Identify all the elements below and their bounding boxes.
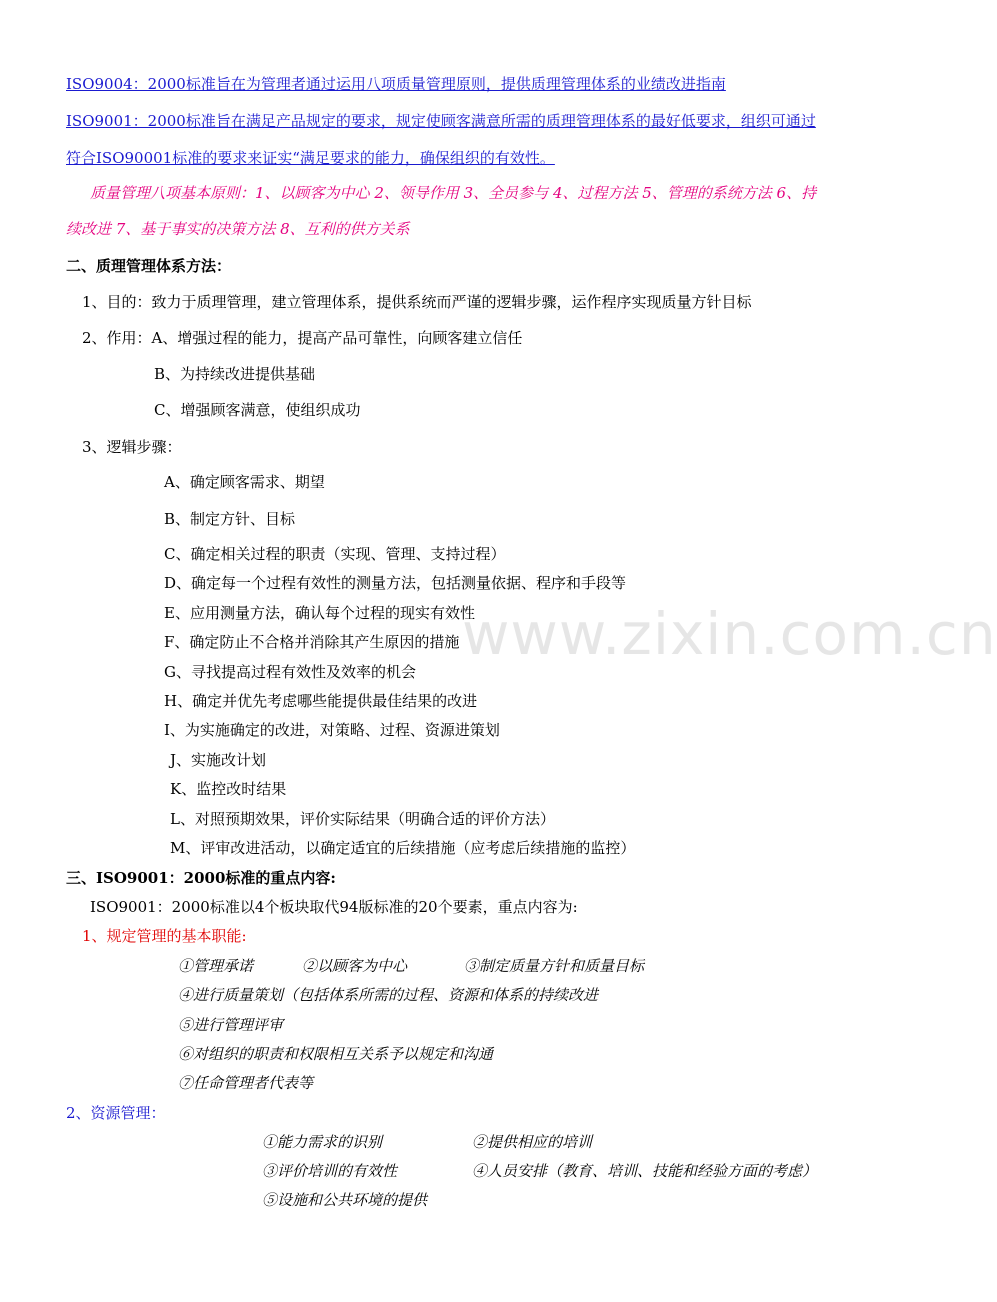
logic-step: H、确定并优先考虑哪些能提供最佳结果的改进 [164,692,478,710]
resource-item: ①能力需求的识别 [262,1133,383,1151]
duty-item: ⑥对组织的职责和权限相互关系予以规定和沟通 [178,1045,494,1063]
logic-step: F、确定防止不合格并消除其产生原因的措施 [164,633,460,651]
logic-step: K、监控改时结果 [170,780,287,798]
logic-step: L、对照预期效果，评价实际结果（明确合适的评价方法） [170,810,555,828]
principles-line2: 续改进 7、基于事实的决策方法 8、互利的供方关系 [66,220,410,238]
logic-step: M、评审改进活动，以确定适宜的后续措施（应考虑后续措施的监控） [170,839,636,857]
watermark: www.zixin.com.cn [462,600,997,668]
duty-item: ③制定质量方针和质量目标 [464,957,645,975]
iso9004-link[interactable]: ISO9004：2000标准旨在为管理者通过运用八项质量管理原则，提供质理管理体系的业绩改进指南 [66,75,726,93]
duty-item: ④进行质量策划（包括体系所需的过程、资源和体系的持续改进 [178,986,599,1004]
principles-line1: 质量管理八项基本原则：1、以顾客为中心 2、领导作用 3、全员参与 4、过程方法 5、管理的系统方法 6、持 [90,184,817,202]
section2-item1: 1、目的：致力于质理管理，建立管理体系，提供系统而严谨的逻辑步骤，运作程序实现质量方针目标 [82,293,752,311]
logic-step: E、应用测量方法，确认每个过程的现实有效性 [164,604,475,622]
duty-item: ⑤进行管理评审 [178,1016,284,1034]
logic-step: D、确定每一个过程有效性的测量方法，包括测量依据、程序和手段等 [164,574,627,592]
resource-item: ②提供相应的培训 [472,1133,593,1151]
iso9001-link-line1[interactable]: ISO9001：2000标准旨在满足产品规定的要求，规定使顾客满意所需的质理管理体系的最好低要求，组织可通过 [66,112,816,130]
section2-item2b: B、为持续改进提供基础 [154,365,316,383]
iso9001-link-line2[interactable]: 符合ISO90001标准的要求来证实“满足要求的能力，确保组织的有效性。 [66,149,555,167]
logic-step: C、确定相关过程的职责（实现、管理、支持过程） [164,545,506,563]
logic-step: J、实施改计划 [170,751,267,769]
logic-step: I、为实施确定的改进，对策略、过程、资源进策划 [164,721,500,739]
section2-title: 二、质理管理体系方法： [66,257,232,275]
section3-title: 三、ISO9001：2000标准的重点内容: [66,869,336,887]
sub1-title: 1、规定管理的基本职能: [82,927,247,945]
resource-item: ③评价培训的有效性 [262,1162,398,1180]
resource-item: ⑤设施和公共环境的提供 [262,1191,428,1209]
logic-step: B、制定方针、目标 [164,510,296,528]
duty-item: ⑦任命管理者代表等 [178,1074,314,1092]
resource-item: ④人员安排（教育、培训、技能和经验方面的考虑） [472,1162,818,1180]
sub2-title: 2、资源管理： [66,1104,166,1122]
logic-step: G、寻找提高过程有效性及效率的机会 [164,663,416,681]
section2-item3: 3、逻辑步骤： [82,438,182,456]
section2-item2c: C、增强顾客满意，使组织成功 [154,401,361,419]
logic-step: A、确定顾客需求、期望 [164,473,325,491]
section3-intro: ISO9001：2000标准以4个板块取代94版标准的20个要素，重点内容为: [90,898,578,916]
section2-item2: 2、作用：A、增强过程的能力，提高产品可靠性，向顾客建立信任 [82,329,523,347]
duty-item: ①管理承诺 [178,957,254,975]
duty-item: ②以顾客为中心 [302,957,408,975]
